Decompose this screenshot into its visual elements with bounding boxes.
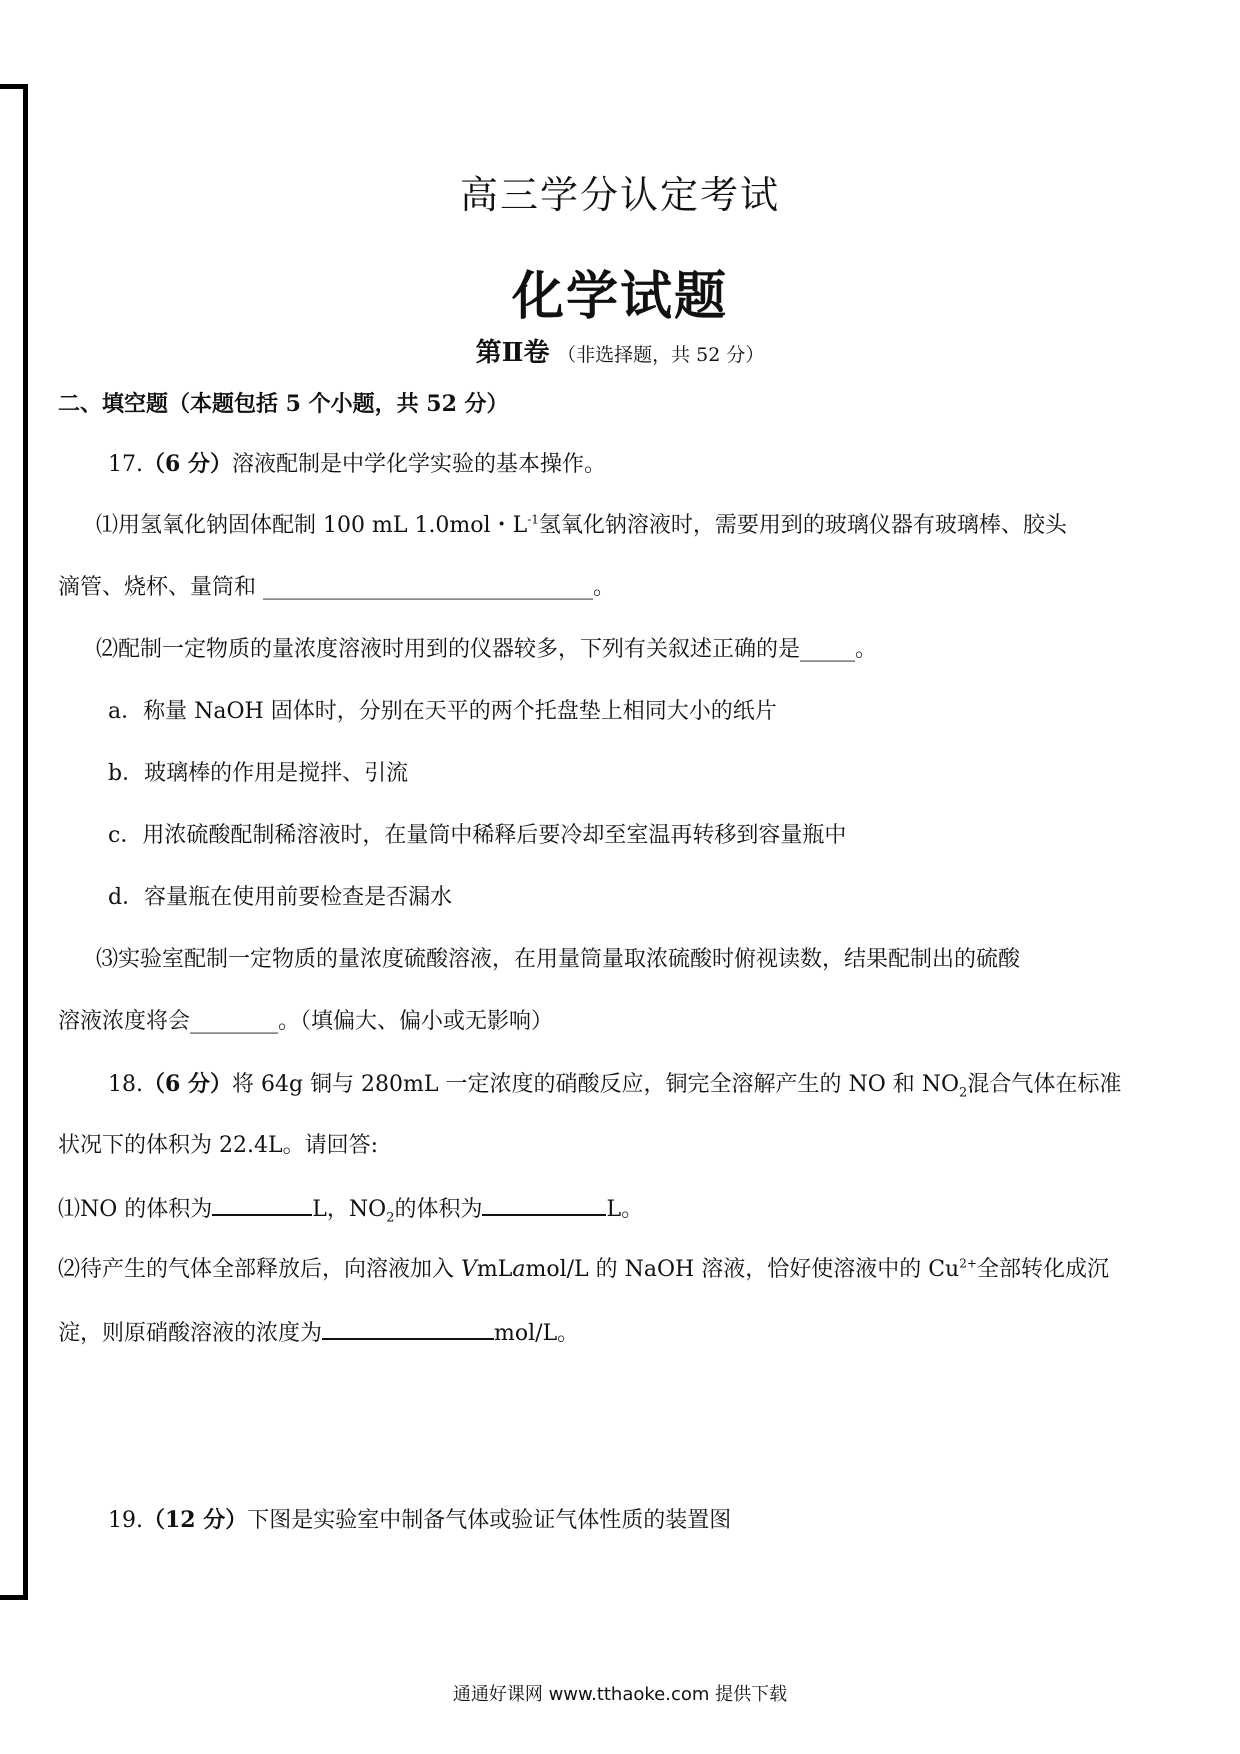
q18-part2-line1 <box>58 1254 1109 1286</box>
q17-option-c: c．用浓硫酸配制稀溶液时，在量筒中稀释后要冷却至室温再转移到容量瓶中 <box>108 823 847 848</box>
q17-part3-line1: ⑶实验室配制一定物质的量浓度硫酸溶液，在用量筒量取浓硫酸时俯视读数，结果配制出的硫酸 <box>96 947 1021 972</box>
section-heading: 二、填空题（本题包括 5 个小题，共 52 分） <box>58 391 509 417</box>
q18-stem-line1 <box>108 1068 1121 1101</box>
footer-watermark: 通通好课网 www.tthaoke.com 提供下载 <box>452 1684 788 1705</box>
q17-option-b: b．玻璃棒的作用是搅拌、引流 <box>108 761 409 786</box>
q17-part1-text-a: ⑴用氢氧化钠固体配制 100 mL 1.0mol・L <box>96 513 528 538</box>
q18-part1-text-b: L，NO <box>312 1197 387 1222</box>
q19-stem: 下图是实验室中制备气体或验证气体性质的装置图 <box>247 1508 732 1533</box>
q18-stem-text-b: 混合气体在标准 <box>967 1072 1122 1097</box>
q18-number: 18. <box>108 1072 143 1097</box>
q18-part2-text-b: mL <box>476 1257 513 1282</box>
q18-stem-text-a: 将 64g 铜与 280mL 一定浓度的硝酸反应，铜完全溶解产生的 NO 和 NO <box>231 1072 960 1097</box>
q17-option-d: d．容量瓶在使用前要检查是否漏水 <box>108 885 453 910</box>
q18-part1-subscript: 2 <box>386 1210 395 1226</box>
answer-blank-no-volume[interactable] <box>212 1192 312 1216</box>
q18-part2-line2 <box>58 1316 579 1350</box>
q18-part2-var-a: a <box>512 1257 526 1282</box>
q17-part3-line2: 溶液浓度将会________。（填偏大、偏小或无影响） <box>58 1009 554 1034</box>
q17-stem-line <box>108 448 606 481</box>
q18-part1 <box>58 1192 643 1226</box>
q19-points: （12 分） <box>143 1507 248 1533</box>
q18-part2-text-c: mol/L 的 NaOH 溶液，恰好使溶液中的 Cu <box>525 1257 960 1282</box>
q18-part2-superscript: 2+ <box>959 1256 977 1271</box>
volume-line <box>0 332 1240 369</box>
q18-part1-text-c: 的体积为 <box>394 1197 483 1222</box>
q17-part1-line1 <box>96 510 1067 542</box>
answer-blank-no2-volume[interactable] <box>482 1192 606 1216</box>
q19-stem-line <box>108 1504 731 1537</box>
q17-points: （6 分） <box>143 451 232 477</box>
q18-stem-subscript: 2 <box>959 1085 968 1101</box>
q18-part2-var-v: V <box>461 1257 477 1282</box>
q17-part1-superscript: -1 <box>527 512 539 527</box>
q18-part2-line2-text-a: 淀，则原硝酸溶液的浓度为 <box>58 1321 323 1346</box>
volume-label: 第Ⅱ卷 <box>475 338 550 368</box>
q18-part2-text-a: ⑵待产生的气体全部释放后，向溶液加入 <box>58 1257 461 1282</box>
q17-option-a: a．称量 NaOH 固体时，分别在天平的两个托盘垫上相同大小的纸片 <box>108 699 777 724</box>
q17-part1-line2: 滴管、烧杯、量筒和 ______________________________。 <box>58 575 615 600</box>
q18-part2-line2-text-b: mol/L。 <box>494 1321 580 1346</box>
exam-name: 高三学分认定考试 <box>459 173 780 217</box>
q18-part1-text-a: ⑴NO 的体积为 <box>58 1197 213 1222</box>
q17-part1-text-b: 氢氧化钠溶液时，需要用到的玻璃仪器有玻璃棒、胶头 <box>538 513 1067 538</box>
q18-part1-text-d: L。 <box>606 1197 644 1222</box>
q17-number: 17. <box>108 452 143 477</box>
q18-stem-line2: 状况下的体积为 22.4L。请回答: <box>58 1133 378 1158</box>
q19-number: 19. <box>108 1508 143 1533</box>
q18-points: （6 分） <box>143 1071 232 1097</box>
answer-blank-nitric-concentration[interactable] <box>322 1316 494 1340</box>
subject-title: 化学试题 <box>511 266 728 327</box>
q17-part2: ⑵配制一定物质的量浓度溶液时用到的仪器较多，下列有关叙述正确的是_____。 <box>96 637 878 662</box>
volume-note: （非选择题，共 52 分） <box>557 344 765 366</box>
q18-part2-text-d: 全部转化成沉 <box>976 1257 1109 1282</box>
q17-stem: 溶液配制是中学化学实验的基本操作。 <box>231 452 606 477</box>
